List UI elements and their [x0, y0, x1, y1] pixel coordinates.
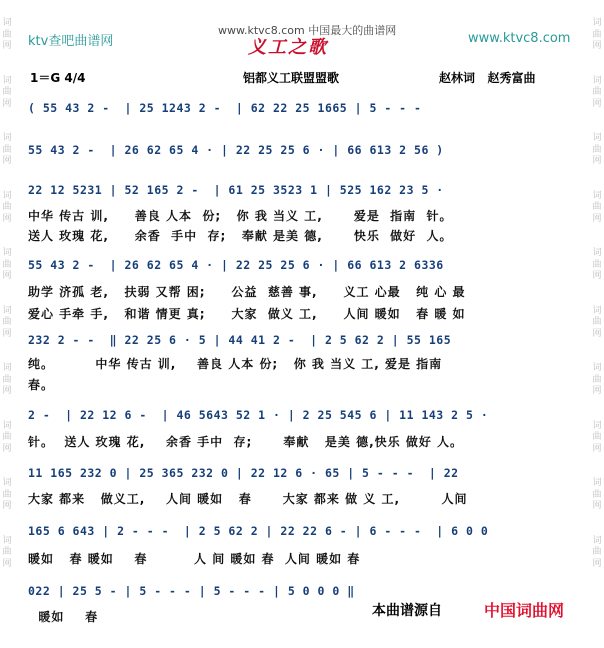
side-watermark-right: 词 曲 网 词 曲 网 词 曲 网 词 曲 网 词 曲 网 词 曲 网 词 曲 网 词 曲 网 词 曲 网 词 曲 网: [592, 18, 602, 569]
notation-line: 55 43 2 - | 26 62 65 4 · | 22 25 25 6 · | 66 613 2 56 ): [28, 143, 444, 157]
side-watermark-left: 词 曲 网 词 曲 网 词 曲 网 词 曲 网 词 曲 网 词 曲 网 词 曲 网 词 曲 网 词 曲 网 词 曲 网: [2, 18, 12, 569]
lyric-line: 暖如 春: [28, 610, 99, 624]
notation-line: 2 - | 22 12 6 - | 46 5643 52 1 · | 2 25 545 6 | 11 143 2 5 ·: [28, 408, 489, 422]
lyric-line: 暖如 春 暖如 春 人 间 暖如 春 人间 暖如 春: [28, 552, 361, 566]
notation-line: 022 | 25 5 - | 5 - - - | 5 - - - | 5 0 0 0 ‖: [28, 584, 355, 598]
key-signature: 1＝G 4/4: [30, 71, 86, 85]
notation-line: 22 12 5231 | 52 165 2 - | 61 25 3523 1 | 525 162 23 5 ·: [28, 183, 444, 197]
credits: 赵林词 赵秀富曲: [439, 71, 536, 85]
notation-line: 232 2 - - ‖ 22 25 6 · 5 | 44 41 2 - | 2 5 62 2 | 55 165: [28, 333, 452, 347]
lyric-line: 春。: [28, 378, 55, 392]
lyric-line: 爱心 手牵 手, 和谐 情更 真; 大家 做义 工, 人间 暖如 春 暖 如: [28, 307, 466, 321]
lyric-line: 中华 传古 训, 善良 人本 份; 你 我 当义 工, 爱是 指南 针。: [28, 209, 453, 223]
source-site: 中国词曲网: [484, 601, 565, 620]
lyric-line: 大家 都来 做义工, 人间 暖如 春 大家 都来 做 义 工, 人间: [28, 492, 468, 506]
watermark-center: www.ktvc8.com 中国最大的曲谱网: [218, 24, 397, 37]
notation-line: 55 43 2 - | 26 62 65 4 · | 22 25 25 6 · | 66 613 2 6336: [28, 258, 444, 272]
lyric-line: 纯。 中华 传古 训, 善良 人本 份; 你 我 当义 工, 爱是 指南: [28, 357, 443, 371]
watermark-left: ktv查吧曲谱网: [28, 34, 114, 49]
song-title: 义工之歌: [248, 37, 328, 58]
song-subtitle: 铝都义工联盟盟歌: [243, 71, 340, 85]
notation-line: ( 55 43 2 - | 25 1243 2 - | 62 22 25 1665 | 5 - - -: [28, 101, 422, 115]
lyric-line: 针。 送人 玫瑰 花, 余香 手中 存; 奉献 是美 德,快乐 做好 人。: [28, 435, 464, 449]
notation-line: 165 6 643 | 2 - - - | 2 5 62 2 | 22 22 6 - | 6 - - - | 6 0 0: [28, 524, 489, 538]
notation-line: 11 165 232 0 | 25 365 232 0 | 22 12 6 · 65 | 5 - - - | 22: [28, 466, 459, 480]
lyric-line: 送人 玫瑰 花, 余香 手中 存; 奉献 是美 德, 快乐 做好 人。: [28, 229, 453, 243]
lyric-line: 助学 济孤 老, 扶弱 又帮 困; 公益 慈善 事, 义工 心最 纯 心 最: [28, 285, 466, 299]
watermark-right: www.ktvc8.com: [468, 31, 571, 46]
source-label: 本曲谱源自: [372, 603, 442, 619]
